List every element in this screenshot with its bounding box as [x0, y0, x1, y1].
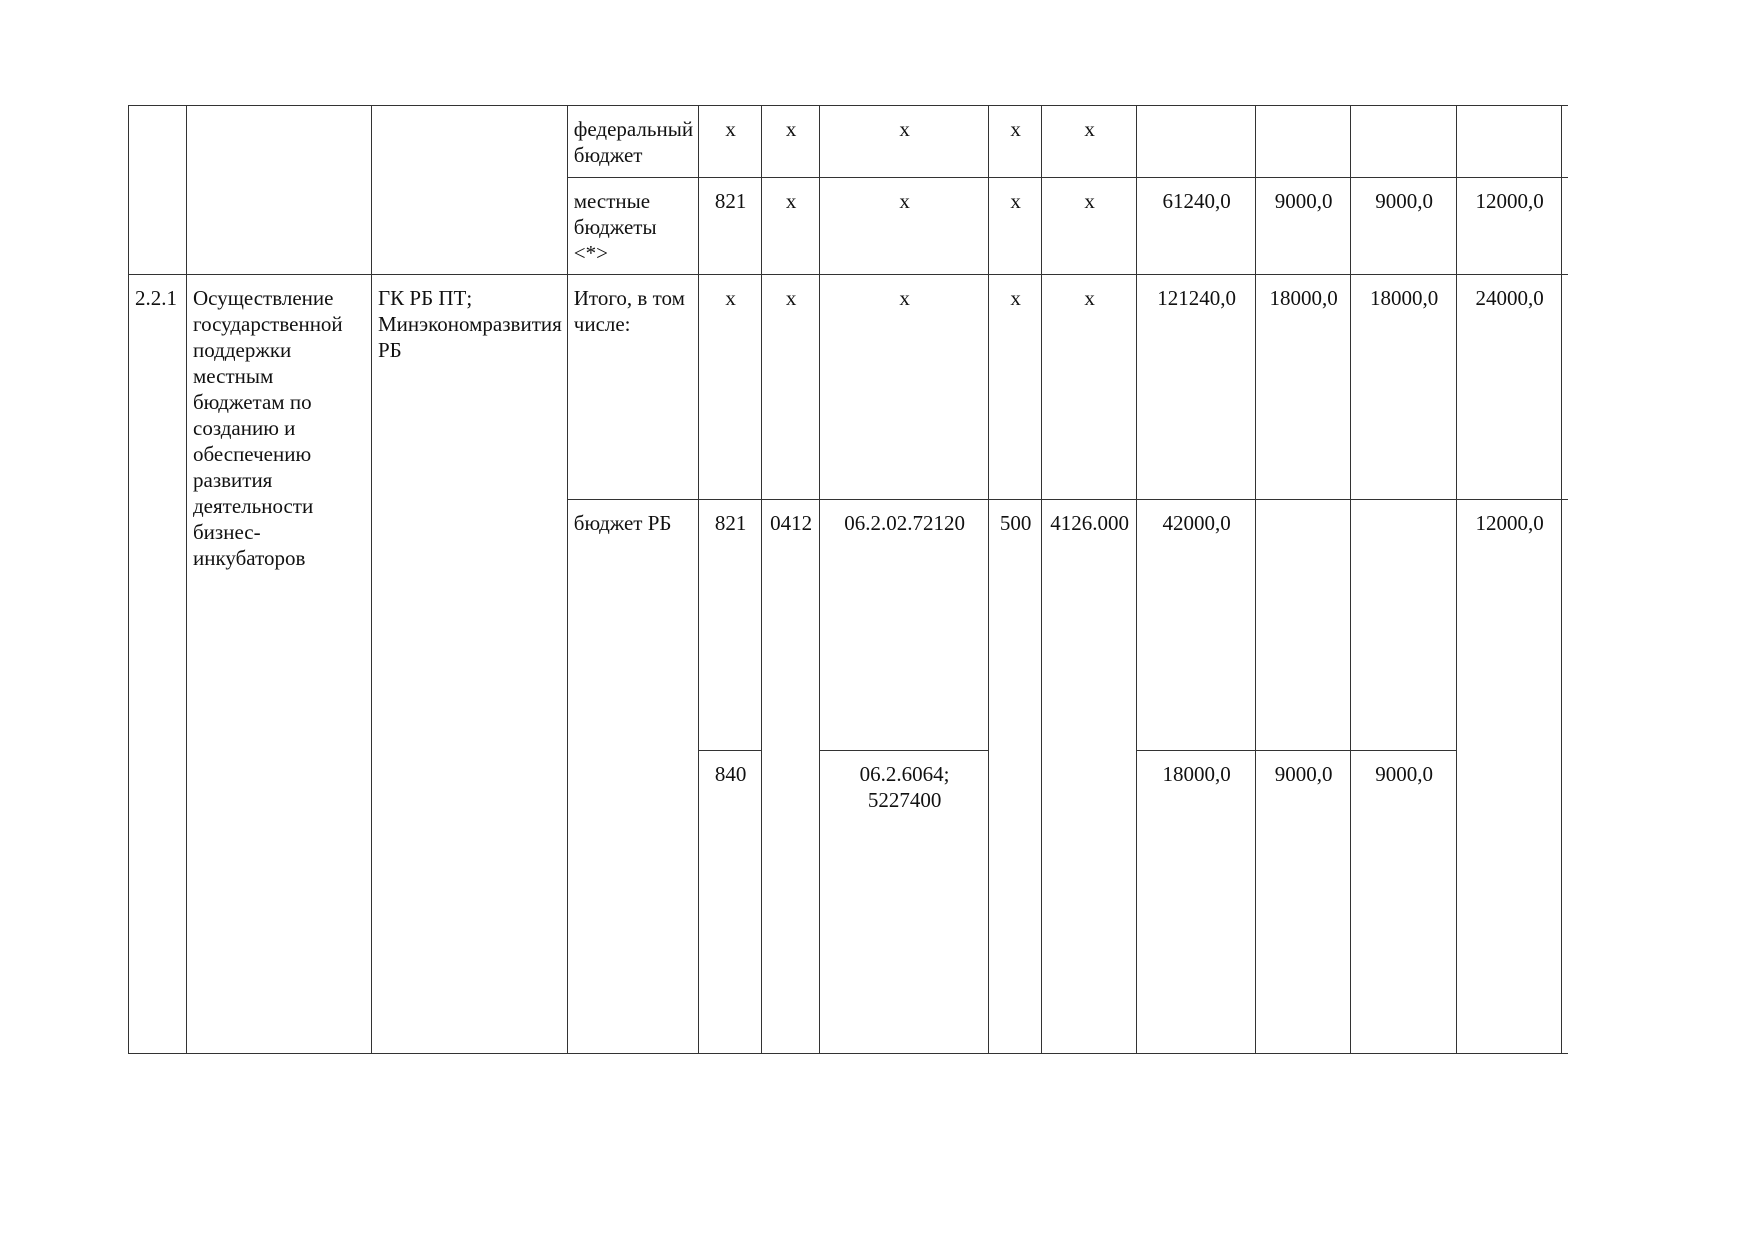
cell-total: 61240,0 [1137, 178, 1256, 275]
cell-year-2: 9000,0 [1351, 751, 1457, 1054]
cell-year-3: 12000,0 [1457, 500, 1562, 1054]
cell-name: Осуществление государственной поддержки местным бюджетам по созданию и обеспечению развития деятельности бизнес-инкубаторов [187, 275, 372, 1054]
cell-code: 4126.000 [1042, 500, 1137, 1054]
cell-year-1: 9000,0 [1256, 751, 1351, 1054]
cell-source: федеральный бюджет [567, 106, 698, 178]
cell-csr: 06.2.6064; 5227400 [820, 751, 989, 1054]
cell-source: бюджет РБ [567, 500, 698, 1054]
cell-csr: 06.2.02.72120 [820, 500, 989, 751]
budget-table [128, 105, 1667, 1054]
cell-year-2: 18000,0 [1351, 275, 1457, 500]
cell-grbs: 821 [699, 178, 762, 275]
cell-vr: x [989, 275, 1042, 500]
cell-year-2 [1351, 500, 1457, 751]
cell-year-1 [1256, 500, 1351, 751]
cell-vr: 500 [989, 500, 1042, 1054]
table-row [129, 275, 1667, 500]
cell-grbs: x [699, 106, 762, 178]
cell-csr: x [820, 106, 989, 178]
cell-year-1: 18000,0 [1256, 275, 1351, 500]
cell-grbs: 821 [699, 500, 762, 751]
cell-executor [372, 106, 568, 275]
cell-code: x [1042, 275, 1137, 500]
cell-csr: x [820, 275, 989, 500]
cell-num: 2.2.1 [129, 275, 187, 1054]
cell-vr: x [989, 106, 1042, 178]
cell-total: 18000,0 [1137, 751, 1256, 1054]
cell-num [129, 106, 187, 275]
cell-grbs: 840 [699, 751, 762, 1054]
cell-year-1: 9000,0 [1256, 178, 1351, 275]
cell-total: 121240,0 [1137, 275, 1256, 500]
cell-year-1 [1256, 106, 1351, 178]
page-edge-clip [1568, 0, 1754, 1240]
cell-total: 42000,0 [1137, 500, 1256, 751]
cell-year-3 [1457, 106, 1562, 178]
table-row [129, 106, 1667, 178]
cell-code: x [1042, 178, 1137, 275]
cell-rzpr: x [762, 106, 820, 178]
cell-vr: x [989, 178, 1042, 275]
cell-total [1137, 106, 1256, 178]
cell-executor: ГК РБ ПТ; Минэкономразвития РБ [372, 275, 568, 1054]
cell-name [187, 106, 372, 275]
cell-year-3: 24000,0 [1457, 275, 1562, 500]
cell-year-2: 9000,0 [1351, 178, 1457, 275]
cell-year-3: 12000,0 [1457, 178, 1562, 275]
cell-rzpr: 0412 [762, 500, 820, 1054]
cell-grbs: x [699, 275, 762, 500]
cell-code: x [1042, 106, 1137, 178]
cell-csr: x [820, 178, 989, 275]
cell-rzpr: x [762, 178, 820, 275]
cell-rzpr: x [762, 275, 820, 500]
cell-year-2 [1351, 106, 1457, 178]
cell-source: местные бюджеты <*> [567, 178, 698, 275]
cell-source: Итого, в том числе: [567, 275, 698, 500]
